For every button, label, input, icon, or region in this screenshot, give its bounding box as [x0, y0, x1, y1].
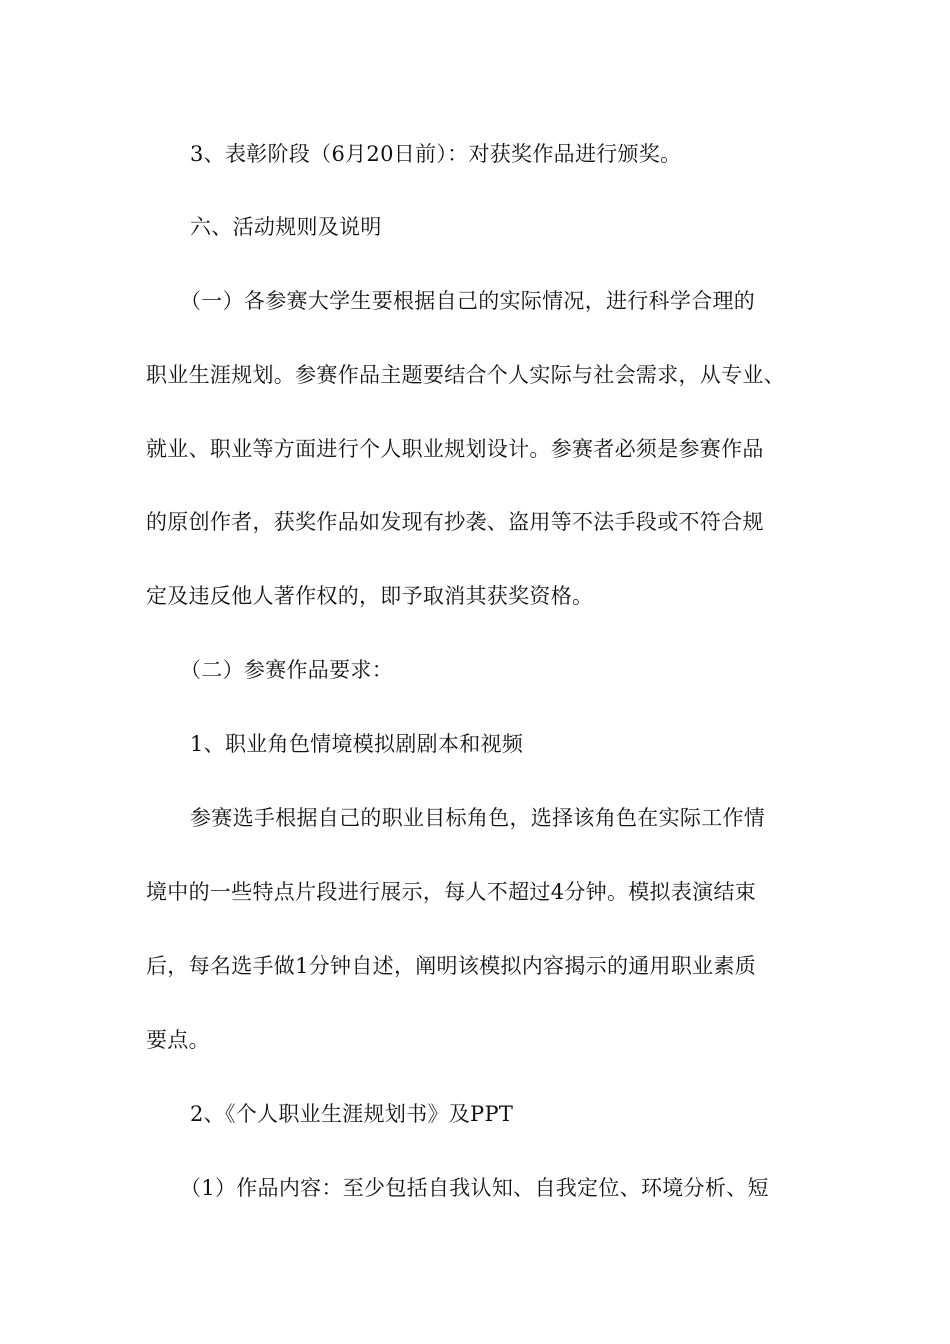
paragraph-line-rule1-d: 的原创作者，获奖作品如发现有抄袭、盗用等不法手段或不符合规	[146, 510, 764, 534]
list-item-career-plan: 2、《个人职业生涯规划书》及PPT	[190, 1102, 514, 1126]
paragraph-line-simulation-c: 后，每名选手做1分钟自述，阐明该模拟内容揭示的通用职业素质	[146, 954, 757, 978]
subheading-requirements: （二）参赛作品要求：	[180, 658, 393, 682]
paragraph-line-content: （1）作品内容：至少包括自我认知、自我定位、环境分析、短	[180, 1176, 769, 1200]
paragraph-line-simulation-b: 境中的一些特点片段进行展示，每人不超过4分钟。模拟表演结束	[146, 880, 757, 904]
list-item-role-simulation: 1、职业角色情境模拟剧剧本和视频	[190, 732, 524, 756]
paragraph-line-rule1-b: 职业生涯规划。参赛作品主题要结合个人实际与社会需求，从专业、	[146, 363, 785, 387]
paragraph-line-simulation-d: 要点。	[146, 1028, 210, 1052]
section-heading-rules: 六、活动规则及说明	[190, 215, 382, 239]
paragraph-line-rule1-e: 定及违反他人著作权的，即予取消其获奖资格。	[146, 584, 594, 608]
paragraph-line-simulation-a: 参赛选手根据自己的职业目标角色，选择该角色在实际工作情	[190, 806, 766, 830]
paragraph-line-rule1-a: （一）各参赛大学生要根据自己的实际情况，进行科学合理的	[180, 289, 756, 313]
paragraph-line-rule1-c: 就业、职业等方面进行个人职业规划设计。参赛者必须是参赛作品	[146, 437, 764, 461]
paragraph-line-stage3: 3、表彰阶段（6月20日前）：对获奖作品进行颁奖。	[190, 142, 682, 166]
